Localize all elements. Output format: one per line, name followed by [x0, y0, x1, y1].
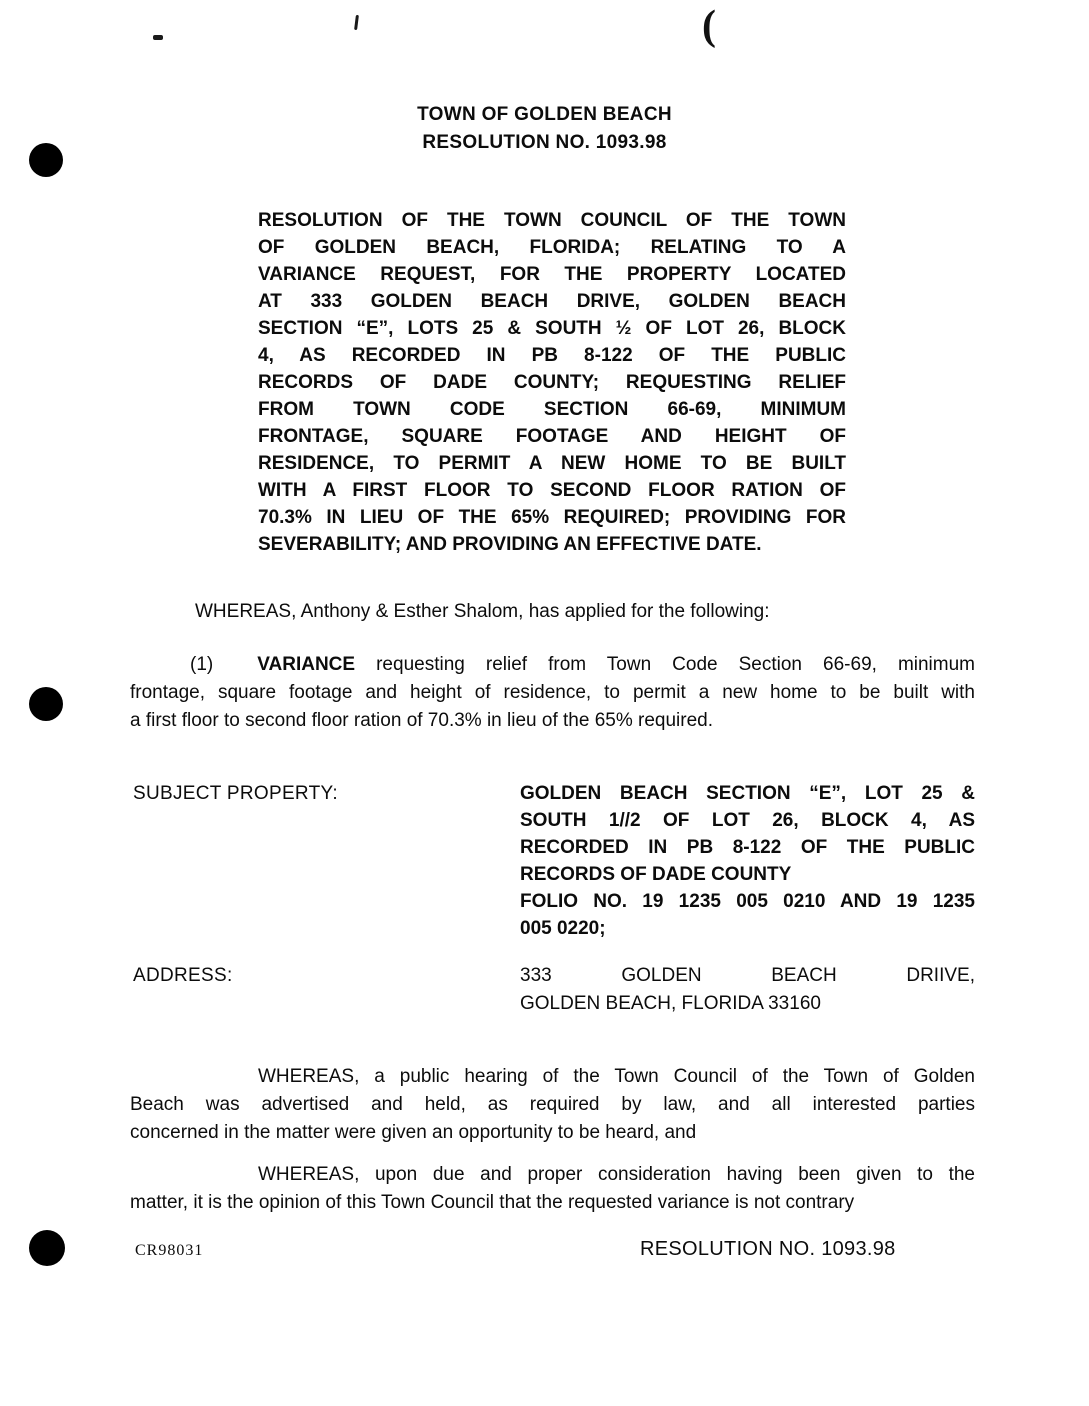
- resolution-clause-line: 70.3% IN LIEU OF THE 65% REQUIRED; PROVIDING FOR: [258, 507, 846, 528]
- whereas-opinion-paragraph-line: matter, it is the opinion of this Town Council that the requested variance is not contrary: [130, 1192, 855, 1213]
- resolution-clause-line: WITH A FIRST FLOOR TO SECOND FLOOR RATION OF: [258, 480, 846, 501]
- document-title: TOWN OF GOLDEN BEACH: [417, 104, 672, 125]
- resolution-clause-line: 4, AS RECORDED IN PB 8-122 OF THE PUBLIC: [258, 345, 846, 366]
- resolution-clause-line: RESIDENCE, TO PERMIT A NEW HOME TO BE BUILT: [258, 453, 846, 474]
- subject-property-legal-description-line: GOLDEN BEACH SECTION “E”, LOT 25 &: [520, 783, 975, 804]
- resolution-clause-line: RESOLUTION OF THE TOWN COUNCIL OF THE TOWN: [258, 210, 846, 231]
- subject-property-legal-description-line: RECORDED IN PB 8-122 OF THE PUBLIC: [520, 837, 975, 858]
- variance-line-1-rest: requesting relief from Town Code Section 66-69, minimum: [376, 654, 976, 675]
- whereas-opinion-paragraph-line: WHEREAS, upon due and proper consideration having been given to the: [258, 1164, 975, 1185]
- subject-property-label: SUBJECT PROPERTY:: [133, 783, 339, 804]
- address-value-line: GOLDEN BEACH, FLORIDA 33160: [520, 993, 821, 1014]
- whereas-hearing-paragraph-line: WHEREAS, a public hearing of the Town Council of the Town of Golden: [258, 1066, 975, 1087]
- variance-line-3: a first floor to second floor ration of 70.3% in lieu of the 65% required.: [130, 710, 713, 731]
- subject-property-legal-description: [520, 780, 975, 888]
- whereas-hearing-paragraph: [130, 1063, 975, 1147]
- whereas-applied-text: WHEREAS, Anthony & Esther Shalom, has applied for the following:: [195, 601, 770, 622]
- hole-punch-bottom: [29, 1230, 65, 1266]
- resolution-clause-line: RECORDS OF DADE COUNTY; REQUESTING RELIEF: [258, 372, 846, 393]
- resolution-clause-line: OF GOLDEN BEACH, FLORIDA; RELATING TO A: [258, 237, 846, 258]
- subject-property-folio-line: 005 0220;: [520, 918, 606, 939]
- resolution-clause-line: FROM TOWN CODE SECTION 66-69, MINIMUM: [258, 399, 846, 420]
- whereas-hearing-paragraph-line: Beach was advertised and held, as required by law, and all interested parties: [130, 1094, 975, 1115]
- resolution-clause-line: SEVERABILITY; AND PROVIDING AN EFFECTIVE DATE.: [258, 534, 762, 555]
- scan-smudge-paren: (: [702, 3, 716, 49]
- subject-property-legal-description-line: SOUTH 1//2 OF LOT 26, BLOCK 4, AS: [520, 810, 975, 831]
- scan-smudge-tick: [354, 15, 359, 30]
- subject-property-folio: [520, 888, 975, 942]
- resolution-clause: [258, 207, 846, 558]
- document-header: [0, 101, 1089, 157]
- subject-property-folio-line: FOLIO NO. 19 1235 005 0210 AND 19 1235: [520, 891, 975, 912]
- variance-clause: [130, 651, 975, 735]
- variance-line-2: frontage, square footage and height of residence, to permit a new home to be built with: [130, 682, 975, 703]
- scan-smudge-dash: [153, 35, 163, 40]
- hole-punch-middle: [29, 687, 63, 721]
- resolution-clause-line: SECTION “E”, LOTS 25 & SOUTH ½ OF LOT 26, BLOCK: [258, 318, 846, 339]
- whereas-hearing-paragraph-line: concerned in the matter were given an opportunity to be heard, and: [130, 1122, 697, 1143]
- resolution-clause-line: VARIANCE REQUEST, FOR THE PROPERTY LOCATED: [258, 264, 846, 285]
- resolution-clause-line: AT 333 GOLDEN BEACH DRIVE, GOLDEN BEACH: [258, 291, 846, 312]
- address-value-line: 333 GOLDEN BEACH DRIIVE,: [520, 965, 975, 986]
- resolution-clause-line: FRONTAGE, SQUARE FOOTAGE AND HEIGHT OF: [258, 426, 846, 447]
- subject-property-legal-description-line: RECORDS OF DADE COUNTY: [520, 864, 792, 885]
- document-subtitle: RESOLUTION NO. 1093.98: [422, 132, 667, 153]
- address-value: [520, 962, 975, 1018]
- footer-resolution-ref: RESOLUTION NO. 1093.98: [640, 1238, 896, 1260]
- subject-property-value: [520, 780, 975, 942]
- whereas-opinion-paragraph: [130, 1161, 975, 1217]
- address-label: ADDRESS:: [133, 965, 233, 986]
- variance-number: (1): [190, 654, 214, 675]
- whereas-applied-paragraph: [130, 598, 975, 626]
- variance-line-1: [130, 651, 975, 679]
- variance-term: VARIANCE: [257, 654, 356, 675]
- footer-doc-code: CR98031: [135, 1242, 204, 1259]
